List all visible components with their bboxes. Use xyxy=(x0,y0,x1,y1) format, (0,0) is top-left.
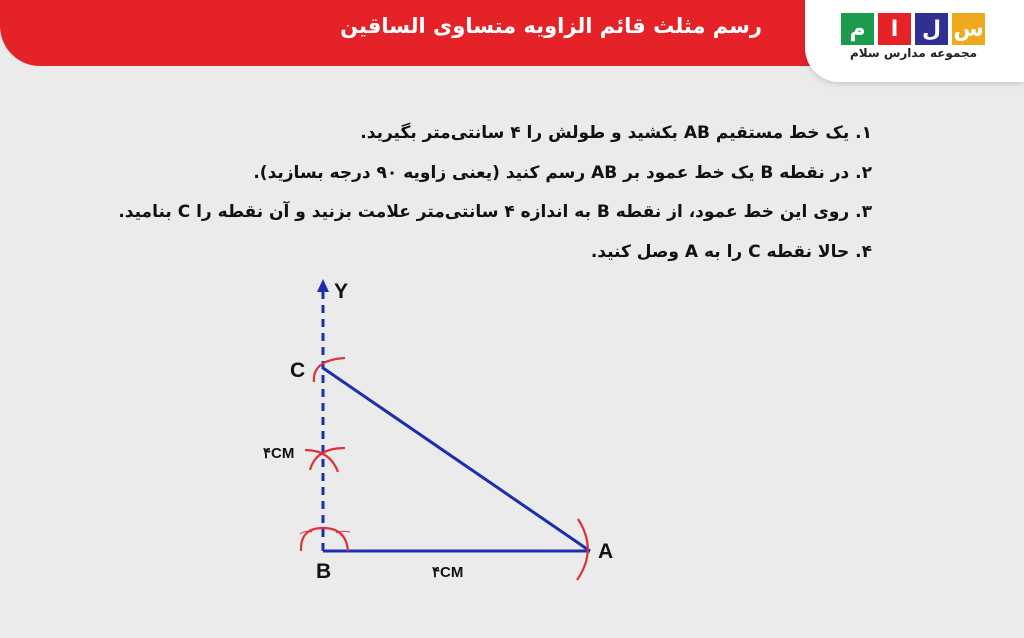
step-3: ۳. روی این خط عمود، از نقطه B به اندازه ۴ سانتی‌متر علامت بزنید و آن نقطه را C بنامید. xyxy=(118,202,872,222)
page-title: رسم مثلث قائم الزاویه متساوی الساقین xyxy=(340,14,762,38)
logo-tile: ل xyxy=(915,13,948,45)
length-horizontal: ۴CM xyxy=(432,564,464,581)
segment-ca xyxy=(323,368,590,551)
label-a: A xyxy=(598,540,614,563)
step-2: ۲. در نقطه B یک خط عمود بر AB رسم کنید (یعنی زاویه ۹۰ درجه بسازید). xyxy=(253,162,872,183)
label-b: B xyxy=(316,560,332,583)
length-vertical: ۴CM xyxy=(263,445,295,462)
logo-tile: ا xyxy=(878,13,911,45)
label-y: Y xyxy=(334,280,349,303)
logo-text: مجموعه مدارس سلام xyxy=(849,46,978,60)
logo-tile: س xyxy=(952,13,985,45)
label-c: C xyxy=(290,359,306,382)
step-1: ۱. یک خط مستقیم AB بکشید و طولش را ۴ سانتی‌متر بگیرید. xyxy=(360,123,872,143)
y-axis-arrow-icon xyxy=(317,279,329,292)
step-4: ۴. حالا نقطه C را به A وصل کنید. xyxy=(590,241,872,262)
logo-tile: م xyxy=(841,13,874,45)
